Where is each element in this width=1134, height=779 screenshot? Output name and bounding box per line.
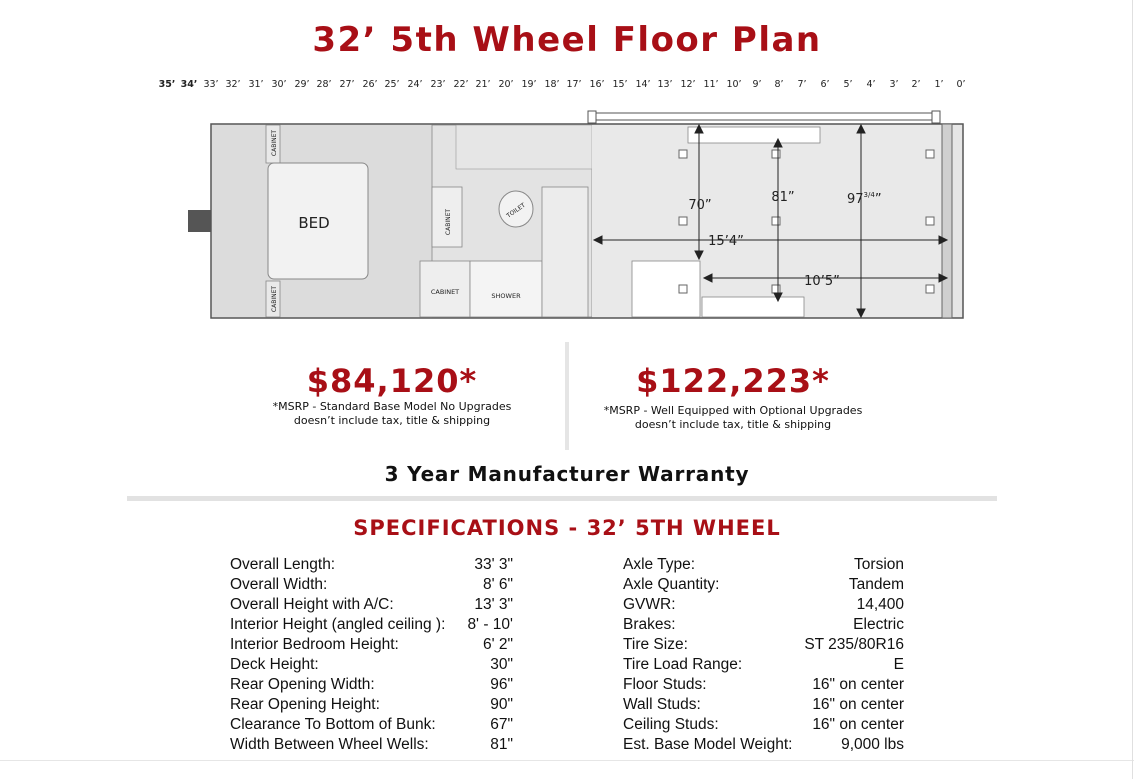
spec-value: 96": [490, 676, 513, 693]
ruler-mark: 23’: [430, 79, 446, 90]
spec-row: [230, 655, 513, 675]
spec-row: [623, 615, 904, 635]
awning-rail: [592, 113, 938, 120]
spec-row: [623, 695, 904, 715]
ruler-mark: 15’: [612, 79, 628, 90]
tie-down-ring: [679, 217, 687, 225]
cabinet-label: CABINET: [271, 129, 278, 157]
spec-label: Overall Height with A/C:: [230, 596, 394, 613]
toilet-label: TOILET: [505, 201, 527, 220]
spec-label: Interior Bedroom Height:: [230, 636, 399, 653]
cabinet-label: CABINET: [430, 288, 460, 296]
equipped-price-block: [580, 362, 886, 432]
ruler-mark: 1’: [934, 79, 944, 90]
base-price-note-2: doesn’t include tax, title & shipping: [293, 414, 491, 427]
spec-label: Rear Opening Height:: [230, 696, 380, 713]
spec-label: Floor Studs:: [623, 676, 707, 693]
ruler-mark: 32’: [225, 79, 241, 90]
ruler-mark: 33’: [203, 79, 219, 90]
spec-label: Rear Opening Width:: [230, 676, 375, 693]
specs-heading: SPECIFICATIONS - 32’ 5TH WHEEL: [353, 516, 781, 540]
tie-down-ring: [926, 285, 934, 293]
ruler-mark: 21’: [475, 79, 491, 90]
dim-label-15: 15’4”: [708, 234, 744, 249]
spec-label: Interior Height (angled ceiling ):: [230, 616, 446, 633]
spec-value: 81": [490, 736, 513, 753]
spec-row: [623, 715, 904, 735]
spec-label: Clearance To Bottom of Bunk:: [230, 716, 436, 733]
base-price-block: [232, 362, 552, 428]
spec-row: [623, 575, 904, 595]
ruler-mark: 9’: [752, 79, 762, 90]
spec-label: Wall Studs:: [623, 696, 701, 713]
tie-down-ring: [772, 285, 780, 293]
floor-block: [702, 297, 804, 317]
ruler-mark: 6’: [820, 79, 830, 90]
spec-value: 8' - 10': [467, 616, 513, 633]
spec-value: E: [893, 656, 904, 673]
spec-row: [230, 615, 513, 635]
spec-label: Brakes:: [623, 616, 676, 633]
spec-value: 9,000 lbs: [841, 736, 904, 753]
cabinet-box: [632, 261, 700, 317]
spec-row: [230, 575, 513, 595]
section-divider: [127, 496, 997, 501]
ruler-mark: 0’: [956, 79, 966, 90]
spec-row: [623, 595, 904, 615]
rear-door: [942, 124, 952, 318]
tie-down-ring: [926, 150, 934, 158]
spec-value: 67": [490, 716, 513, 733]
spec-label: Est. Base Model Weight:: [623, 736, 793, 753]
ruler-mark: 28’: [316, 79, 332, 90]
ruler-mark: 17’: [566, 79, 582, 90]
ruler-mark: 16’: [589, 79, 605, 90]
shower-shape: [470, 261, 542, 317]
bath-wall: [542, 187, 588, 317]
spec-value: 16" on center: [812, 676, 904, 693]
spec-value: Electric: [853, 616, 904, 633]
spec-row: [230, 555, 513, 575]
dim-label-81: 81”: [771, 190, 795, 205]
spec-value: 33' 3": [474, 556, 513, 573]
spec-label: Tire Size:: [623, 636, 688, 653]
ruler-mark: 13’: [657, 79, 673, 90]
dim-label-10: 10’5”: [804, 274, 840, 289]
tie-down-ring: [679, 285, 687, 293]
spec-value: 14,400: [856, 596, 904, 613]
spec-row: [230, 595, 513, 615]
spec-label: Deck Height:: [230, 656, 319, 673]
hitch-shape: [188, 210, 213, 232]
equipped-price-note-1: *MSRP - Well Equipped with Optional Upgrades: [603, 404, 863, 417]
specs-right-column: [623, 555, 904, 755]
bath-storage: [456, 125, 592, 169]
ruler-mark: 34’: [180, 79, 198, 90]
spec-row: [230, 735, 513, 755]
spec-label: Ceiling Studs:: [623, 716, 719, 733]
spec-row: [230, 695, 513, 715]
spec-label: Tire Load Range:: [623, 656, 743, 673]
cabinet-label: CABINET: [271, 285, 278, 313]
ruler-mark: 7’: [797, 79, 807, 90]
spec-row: [230, 675, 513, 695]
ruler-mark: 27’: [339, 79, 355, 90]
spec-value: Tandem: [848, 576, 904, 593]
ruler-mark: 14’: [635, 79, 651, 90]
spec-value: 30": [490, 656, 513, 673]
ruler-mark: 18’: [544, 79, 560, 90]
length-ruler: [160, 79, 966, 93]
page-bottom-divider: [0, 760, 1134, 761]
ruler-mark: 24’: [407, 79, 423, 90]
equipped-price-note-2: doesn’t include tax, title & shipping: [634, 418, 832, 431]
base-price: $84,120*: [306, 362, 478, 400]
spec-row: [623, 675, 904, 695]
ruler-mark: 31’: [248, 79, 264, 90]
ruler-mark: 22’: [453, 79, 469, 90]
ruler-mark: 3’: [889, 79, 899, 90]
specs-left-column: [230, 555, 513, 755]
bunk-shape: [688, 127, 820, 143]
spec-label: Axle Quantity:: [623, 576, 720, 593]
floor-plan: [186, 105, 966, 325]
tie-down-ring: [772, 217, 780, 225]
spec-row: [230, 635, 513, 655]
ruler-mark: 8’: [774, 79, 784, 90]
spec-value: 90": [490, 696, 513, 713]
cabinet-label: CABINET: [445, 208, 452, 236]
spec-label: Width Between Wheel Wells:: [230, 736, 429, 753]
shower-label: SHOWER: [491, 292, 521, 300]
spec-row: [623, 635, 904, 655]
spec-label: Overall Length:: [230, 556, 336, 573]
dim-label-97: $97^{3/4}$”: [847, 191, 882, 207]
tie-down-ring: [926, 217, 934, 225]
spec-value: 16" on center: [812, 696, 904, 713]
floor-plan-drawing: [186, 105, 966, 325]
price-divider: [565, 342, 569, 450]
spec-value: 6' 2": [482, 636, 513, 653]
spec-row: [230, 715, 513, 735]
ruler-mark: 12’: [680, 79, 696, 90]
spec-label: Overall Width:: [230, 576, 328, 593]
spec-row: [623, 655, 904, 675]
bed-label: BED: [298, 214, 330, 232]
spec-label: GVWR:: [623, 596, 676, 613]
ruler-mark: 4’: [866, 79, 876, 90]
page-right-divider: [1132, 0, 1133, 779]
tie-down-ring: [679, 150, 687, 158]
base-price-note-1: *MSRP - Standard Base Model No Upgrades: [272, 400, 512, 413]
ruler-mark: 11’: [703, 79, 719, 90]
ruler-mark: 19’: [521, 79, 537, 90]
spec-row: [623, 735, 904, 755]
ruler-mark: 30’: [271, 79, 287, 90]
spec-value: Torsion: [854, 556, 904, 573]
ruler-mark: 35’: [158, 79, 176, 90]
ruler-mark: 25’: [384, 79, 400, 90]
ruler-mark: 26’: [362, 79, 378, 90]
ruler-mark: 10’: [726, 79, 742, 90]
ruler-mark: 5’: [843, 79, 853, 90]
spec-value: 8' 6": [482, 576, 513, 593]
ruler-mark: 2’: [911, 79, 921, 90]
spec-value: 16" on center: [812, 716, 904, 733]
ruler-mark: 20’: [498, 79, 514, 90]
equipped-price: $122,223*: [636, 362, 830, 400]
tie-down-ring: [772, 150, 780, 158]
spec-value: 13' 3": [474, 596, 513, 613]
ruler-mark: 29’: [294, 79, 310, 90]
spec-label: Axle Type:: [623, 556, 696, 573]
spec-row: [623, 555, 904, 575]
spec-value: ST 235/80R16: [804, 636, 904, 653]
warranty-heading: 3 Year Manufacturer Warranty: [384, 462, 750, 486]
dim-label-70: 70”: [688, 198, 712, 213]
page-title: 32’ 5th Wheel Floor Plan: [312, 20, 822, 60]
